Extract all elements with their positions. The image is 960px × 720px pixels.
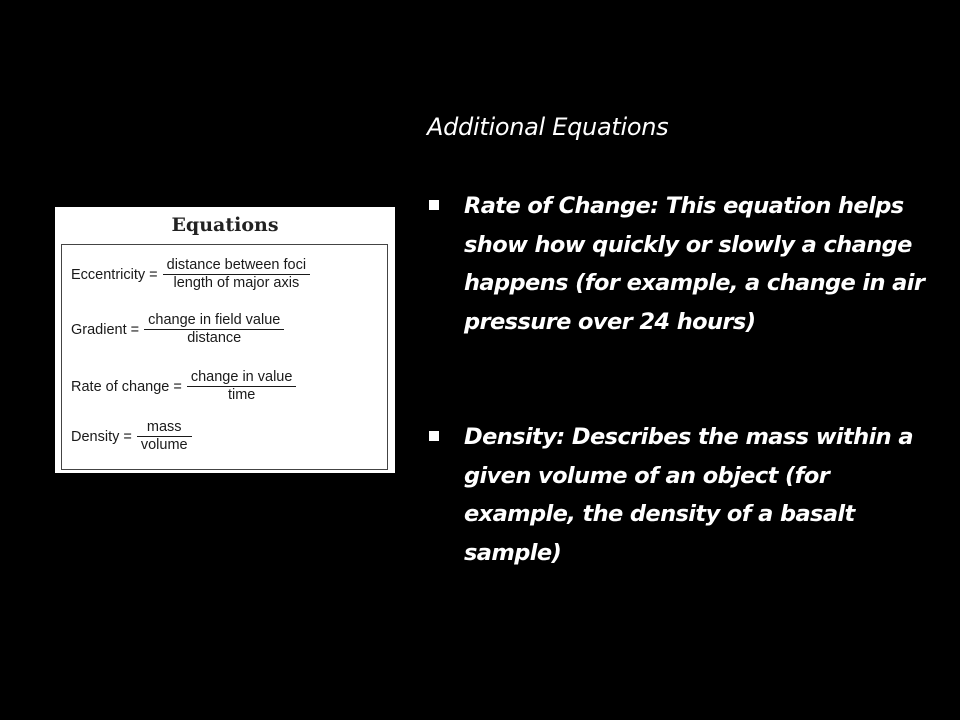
equation-eccentricity (71, 257, 310, 292)
equation-lhs: Rate of change = (71, 378, 182, 395)
bullet-item-density (427, 418, 957, 572)
equation-numerator: change in field value (148, 312, 281, 328)
equation-density (71, 419, 192, 454)
equation-fraction (137, 419, 192, 454)
equation-denominator: volume (137, 436, 192, 454)
equation-numerator: change in value (190, 369, 293, 385)
equation-lhs: Eccentricity = (71, 266, 158, 283)
equation-denominator: length of major axis (163, 274, 310, 292)
equation-denominator: distance (144, 329, 284, 347)
equations-reference-image (55, 207, 395, 473)
bullet-item-rate-of-change (427, 187, 957, 341)
equation-fraction (187, 369, 297, 404)
equation-numerator: distance between foci (166, 257, 307, 273)
equation-rate-of-change (71, 369, 296, 404)
equations-box (61, 244, 388, 470)
equation-fraction (144, 312, 284, 347)
square-bullet-icon (429, 431, 439, 441)
equation-lhs: Gradient = (71, 321, 140, 338)
equation-denominator: time (187, 386, 297, 404)
equations-heading: Equations (171, 214, 279, 236)
equation-lhs: Density = (71, 428, 132, 445)
slide-title: Additional Equations (427, 113, 669, 141)
bullet-text: Density: Describes the mass within a given volume of an object (for example, the density of a basalt sample) (464, 424, 913, 566)
bullet-text: Rate of Change: This equation helps show how quickly or slowly a change happens (for example, a change in air pressure over 24 hours) (464, 193, 925, 335)
equation-fraction (163, 257, 310, 292)
square-bullet-icon (429, 200, 439, 210)
equation-gradient (71, 312, 284, 347)
equation-numerator: mass (146, 419, 182, 435)
